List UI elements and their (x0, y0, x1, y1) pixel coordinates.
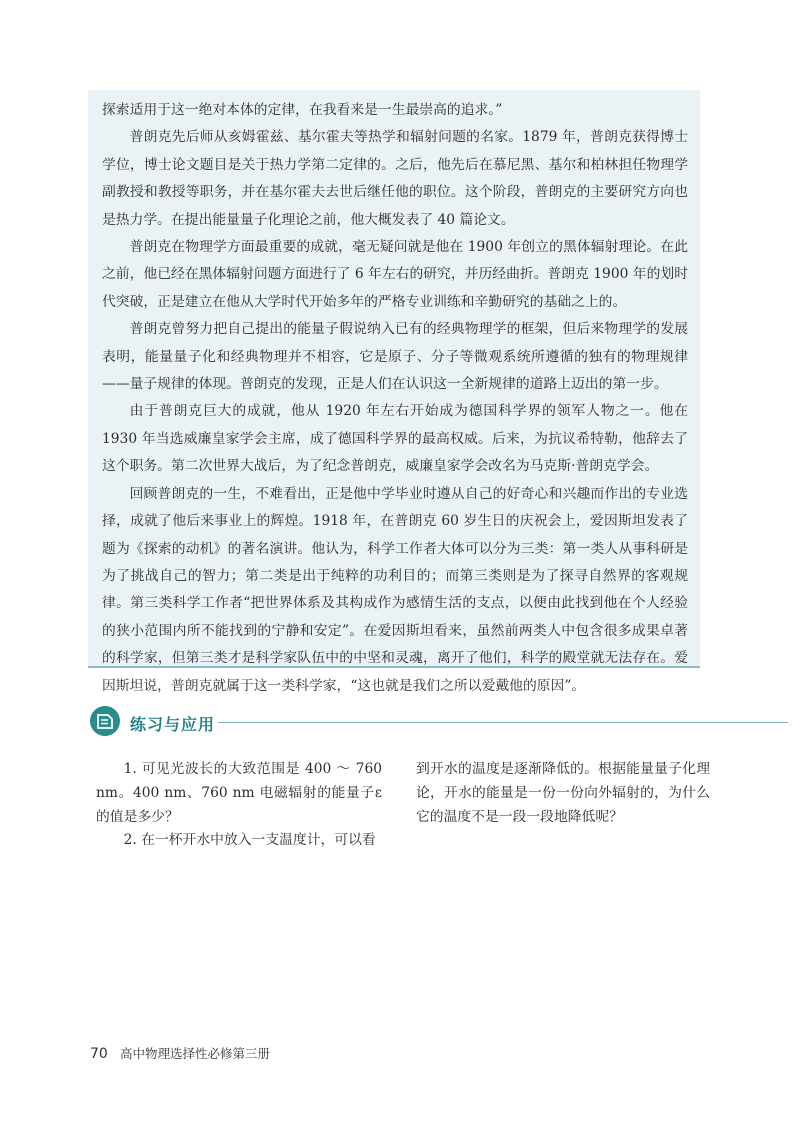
section-title: 练习与应用 (130, 715, 216, 734)
exercise-question: 2. 在一杯开水中放入一支温度计，可以看 (123, 832, 376, 849)
page-footer (90, 1044, 270, 1062)
exercise-section-header (88, 702, 788, 742)
reading-paragraph: 回顾普朗克的一生，不难看出，正是他中学毕业时遵从自己的好奇心和兴趣而作出的专业选择，成就了他后来事业上的辉煌。1918 年，在普朗克 60 岁生日的庆祝会上，爱因斯坦发表了题为《探索的动机》的著名演讲。他认为，科学工作者大体可以分为三类：第一类人从事科研是为了挑战自己的智力；第二类是出于纯粹的功利目的；而第三类则是为了探寻自然界的客观规律。第三类科学工作者“把世界体系及其构成作为感情生活的支点，以便由此找到他在个人经验的狭小范围内所不能找到的宁静和安定”。在爱因斯坦看来，虽然前两类人中包含很多成果卓著的科学家，但第三类才是科学家队伍中的中坚和灵魂，离开了他们，科学的殿堂就无法存在。爱因斯坦说，普朗克就属于这一类科学家，“这也就是我们之所以爱戴他的原因”。 (102, 485, 688, 694)
reading-text (102, 97, 688, 700)
exercise-column-right (416, 758, 710, 829)
section-divider (218, 722, 788, 723)
book-title: 高中物理选择性必修第三册 (119, 1046, 270, 1061)
reading-paragraph: 探索适用于这一绝对本体的定律，在我看来是一生最崇高的追求。” (102, 102, 503, 118)
reading-paragraph: 由于普朗克巨大的成就，他从 1920 年左右开始成为德国科学界的领军人物之一。他在 1930 年当选威廉皇家学会主席，成了德国科学界的最高权威。后来，为抗议希特勒，他辞去了这个职务。第二次世界大战后，为了纪念普朗克，威廉皇家学会改名为马克斯·普朗克学会。 (102, 403, 688, 475)
reading-paragraph: 普朗克先后师从亥姆霍兹、基尔霍夫等热学和辐射问题的名家。1879 年，普朗克获得博士学位，博士论文题目是关于热力学第二定律的。之后，他先后在慕尼黑、基尔和柏林担任物理学副教授和教授等职务，并在基尔霍夫去世后继任他的职位。这个阶段，普朗克的主要研究方向也是热力学。在提出能量量子化理论之前，他大概发表了 40 篇论文。 (102, 129, 688, 228)
reading-paragraph: 普朗克曾努力把自己提出的能量子假说纳入已有的经典物理学的框架，但后来物理学的发展表明，能量量子化和经典物理并不相容，它是原子、分子等微观系统所遵循的独有的物理规律——量子规律的体现。普朗克的发现，正是人们在认识这一全新规律的道路上迈出的第一步。 (102, 321, 688, 393)
page-number: 70 (90, 1046, 108, 1062)
exercise-question-continued: 到开水的温度是逐渐降低的。根据能量量子化理论，开水的能量是一份一份向外辐射的，为什么它的温度不是一段一段地降低呢？ (416, 761, 710, 825)
exercise-icon (90, 706, 120, 736)
reading-paragraph: 普朗克在物理学方面最重要的成就，毫无疑问就是他在 1900 年创立的黑体辐射理论。在此之前，他已经在黑体辐射问题方面进行了 6 年左右的研究，并历经曲折。普朗克 1900 年的划时代突破，正是建立在他从大学时代开始多年的严格专业训练和辛勤研究的基础之上的。 (102, 239, 688, 310)
exercise-question: 1. 可见光波长的大致范围是 400 ～ 760 nm。400 nm、760 nm 电磁辐射的能量子ε的值是多少？ (96, 761, 382, 825)
exercise-column-left (96, 758, 382, 853)
